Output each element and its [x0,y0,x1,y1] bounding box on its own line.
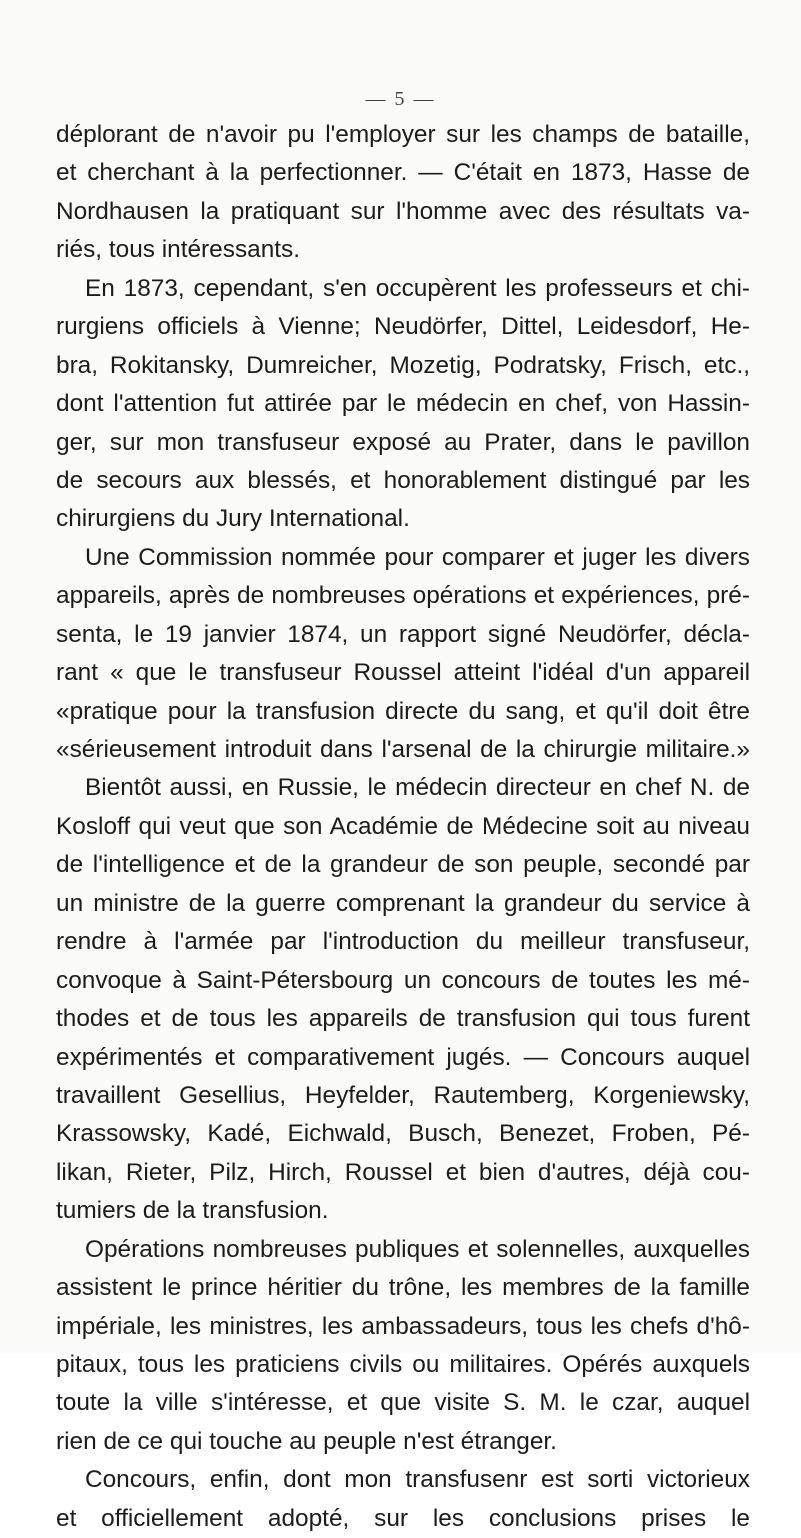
text-line: de secours aux blessés, et honorablement distingué par les [56,466,750,494]
text-line: tumiers de la transfusion. [56,1197,329,1225]
text-line: Une Commission nommée pour comparer et juger les divers [85,543,750,571]
text-line: ger, sur mon transfuseur exposé au Prater, dans le pavillon [56,428,750,456]
text-line: dont l'attention fut attirée par le médecin en chef, von Hassin- [56,390,750,418]
text-line: et officiellement adopté, sur les conclusions prises le [56,1504,750,1532]
text-line: expérimentés et comparativement jugés. — Concours auquel [56,1043,750,1071]
text-line: Krassowsky, Kadé, Eichwald, Busch, Benezet, Froben, Pé- [56,1120,750,1148]
text-line: un ministre de la guerre comprenant la grandeur du service à [56,889,750,917]
text-line: En 1873, cependant, s'en occupèrent les professeurs et chi- [85,274,750,302]
text-line: travaillent Gesellius, Heyfelder, Rautemberg, Korgeniewsky, [56,1081,750,1109]
text-line: rien de ce qui touche au peuple n'est étranger. [56,1427,557,1455]
text-line: Nordhausen la pratiquant sur l'homme avec des résultats va- [56,197,750,225]
text-line: rendre à l'armée par l'introduction du meilleur transfuseur, [56,928,750,956]
text-line: appareils, après de nombreuses opérations et expériences, pré- [56,582,750,610]
text-line: rurgiens officiels à Vienne; Neudörfer, Dittel, Leidesdorf, He- [56,313,750,341]
text-line: impériale, les ministres, les ambassadeurs, tous les chefs d'hô- [56,1312,750,1340]
text-line: chirurgiens du Jury International. [56,505,410,533]
text-line: Bientôt aussi, en Russie, le médecin directeur en chef N. de [85,774,750,802]
text-line: likan, Rieter, Pilz, Hirch, Roussel et bien d'autres, déjà cou- [56,1158,750,1186]
text-line: «sérieusement introduit dans l'arsenal de la chirurgie militaire.» [56,736,750,763]
text-line: convoque à Saint-Pétersbourg un concours de toutes les mé- [56,966,750,994]
text-line: de l'intelligence et de la grandeur de son peuple, secondé par [56,851,750,879]
text-line: pitaux, tous les praticiens civils ou militaires. Opérés auxquels [56,1351,750,1378]
text-line: rant « que le transfuseur Roussel atteint l'idéal d'un appareil [56,659,750,687]
text-line: bra, Rokitansky, Dumreicher, Mozetig, Podratsky, Frisch, etc., [56,351,750,379]
text-line: assistent le prince héritier du trône, les membres de la famille [56,1274,750,1302]
body-text [56,116,750,1538]
text-line: et cherchant à la perfectionner. — C'était en 1873, Hasse de [56,159,750,187]
text-line: thodes et de tous les appareils de transfusion qui tous furent [56,1005,750,1033]
page-number: — 5 — [365,88,436,110]
text-line: «pratique pour la transfusion directe du sang, et qu'il doit être [56,697,750,725]
text-line: senta, le 19 janvier 1874, un rapport signé Neudörfer, décla- [56,620,750,648]
text-line: déplorant de n'avoir pu l'employer sur les champs de bataille, [56,121,750,148]
text-line: Opérations nombreuses publiques et solennelles, auxquelles [85,1235,750,1263]
text-line: riés, tous intéressants. [56,236,301,264]
text-line: Concours, enfin, dont mon transfusenr est sorti victorieux [85,1466,750,1494]
text-line: Kosloff qui veut que son Académie de Médecine soit au niveau [56,812,750,840]
text-line: toute la ville s'intéresse, et que visite S. M. le czar, auquel [56,1389,750,1417]
